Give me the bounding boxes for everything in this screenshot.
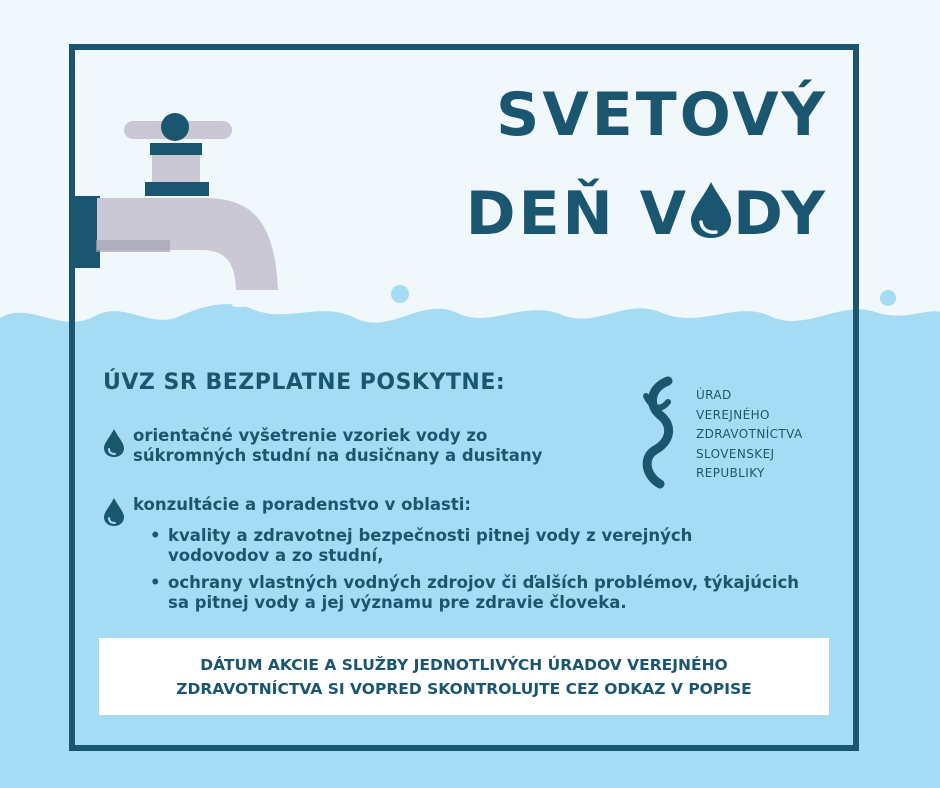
- bullet: •: [150, 573, 161, 592]
- notice-box: [99, 638, 829, 715]
- list-item: [103, 426, 603, 466]
- title-line-2-end: DY: [733, 179, 828, 249]
- notice-line-1: DÁTUM AKCIE A SLUŽBY JEDNOTLIVÝCH ÚRADOV VEREJNÉHO: [200, 655, 728, 674]
- list-item: [103, 495, 803, 527]
- logo-text: [696, 386, 803, 484]
- sub-list-item-text: ochrany vlastných vodných zdrojov či ďalších problémov, týkajúcich sa pitnej vody a jej významu pre zdravie človeka.: [168, 573, 800, 612]
- offer-heading: ÚVZ SR BEZPLATNE POSKYTNE:: [103, 370, 506, 395]
- logo-line: ÚRAD: [696, 388, 732, 402]
- sub-list-item: [150, 573, 800, 613]
- water-faucet-icon: [70, 113, 278, 307]
- sub-list-item: [150, 526, 770, 566]
- water-drop-icon: [103, 428, 125, 458]
- logo-line: ZDRAVOTNÍCTVA: [696, 427, 803, 441]
- water-drop-icon: [103, 497, 125, 527]
- list-item-text: orientačné vyšetrenie vzoriek vody zo súkromných studní na dusičnany a dusitany: [133, 426, 543, 465]
- logo-line: REPUBLIKY: [696, 466, 765, 480]
- logo-line: VEREJNÉHO: [696, 407, 770, 422]
- notice-line-2: ZDRAVOTNÍCTVA SI VOPRED SKONTROLUJTE CEZ ODKAZ V POPISE: [176, 679, 752, 698]
- bullet: •: [150, 526, 161, 545]
- logo-line: SLOVENSKEJ: [696, 446, 775, 461]
- title-line-2: [465, 179, 828, 249]
- list-item-text: konzultácie a poradenstvo v oblasti:: [133, 495, 472, 514]
- title-line-1: SVETOVÝ: [496, 80, 828, 150]
- sub-list-item-text: kvality a zdravotnej bezpečnosti pitnej vody z verejných vodovodov a zo studní,: [168, 526, 693, 565]
- water-drop-icon: [689, 180, 733, 240]
- title-line-2-start: DEŇ V: [465, 179, 690, 249]
